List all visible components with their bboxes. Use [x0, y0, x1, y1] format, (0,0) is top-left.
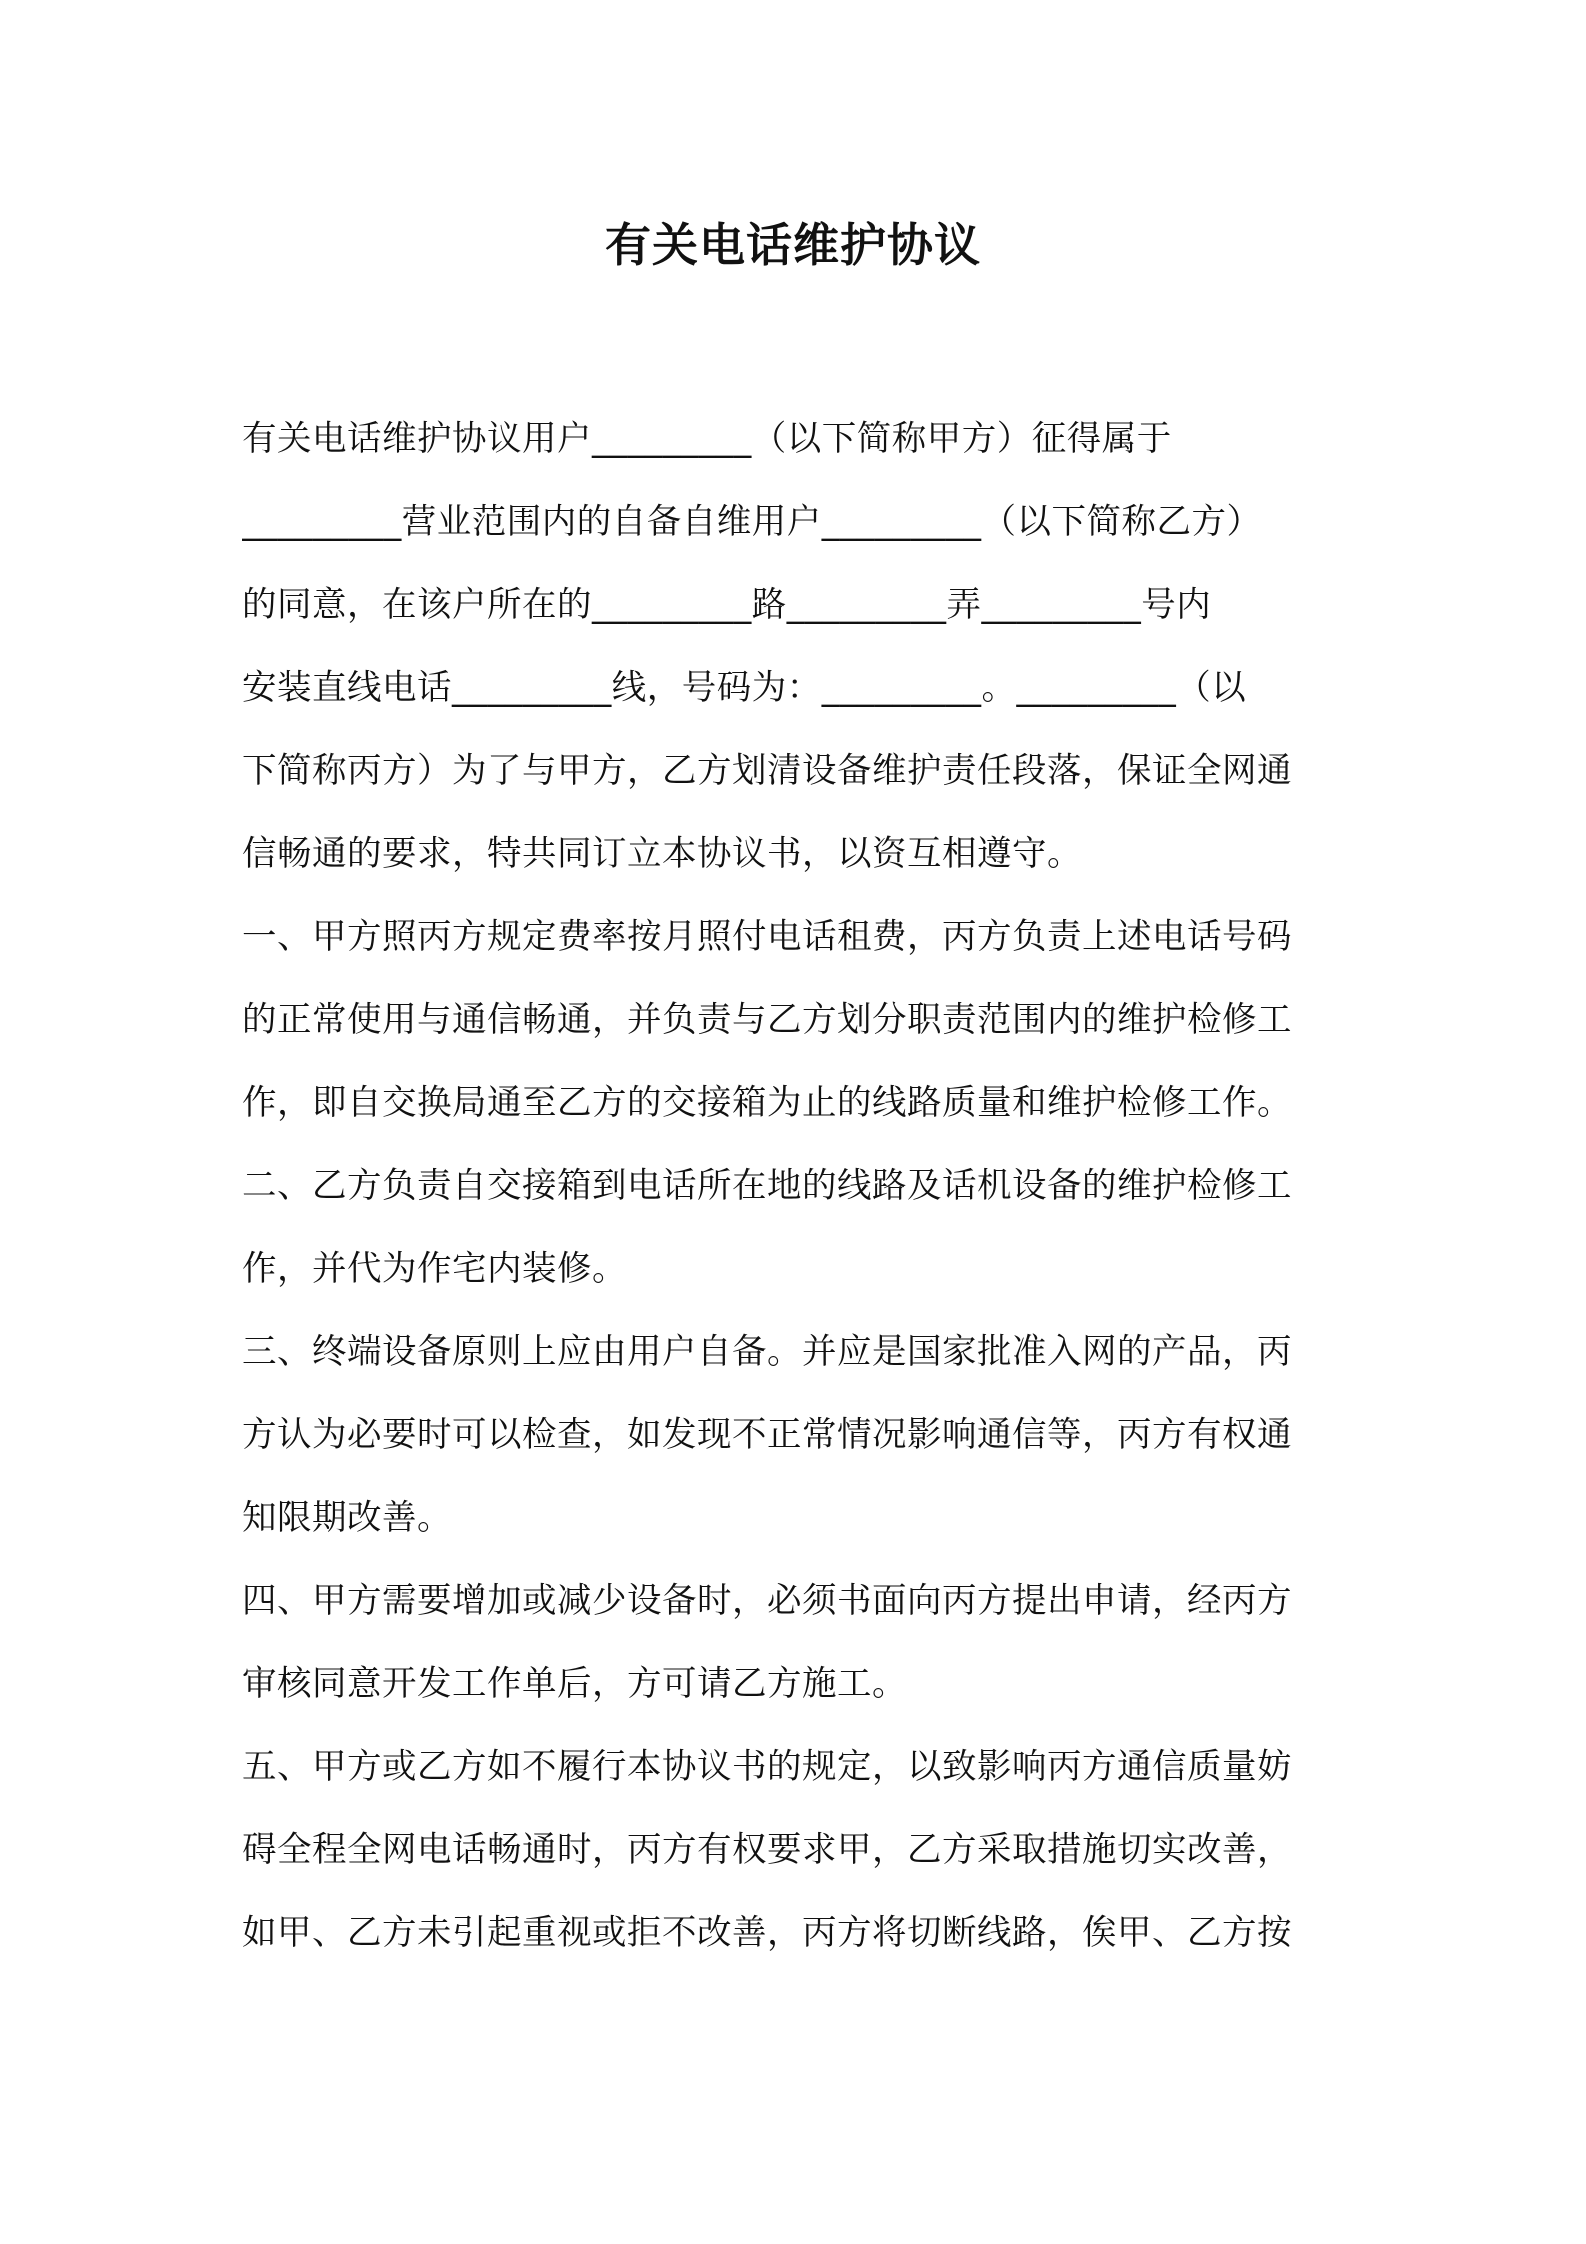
clause-one-line: 的正常使用与通信畅通，并负责与乙方划分职责范围内的维护检修工 [242, 1000, 1292, 1040]
clause-four-line: 四、甲方需要增加或减少设备时，必须书面向丙方提出申请，经丙方 [242, 1581, 1292, 1621]
clause-three-line: 知限期改善。 [242, 1498, 452, 1538]
clause-three-line: 三、终端设备原则上应由用户自备。并应是国家批准入网的产品，丙 [242, 1332, 1292, 1372]
clause-four-line: 审核同意开发工作单后，方可请乙方施工。 [242, 1664, 907, 1704]
body-line: 的同意，在该户所在的_________路_________弄_________号内 [242, 585, 1212, 625]
clause-two-line: 二、乙方负责自交接箱到电话所在地的线路及话机设备的维护检修工 [242, 1166, 1292, 1206]
clause-five-line: 碍全程全网电话畅通时，丙方有权要求甲，乙方采取措施切实改善， [242, 1830, 1292, 1870]
clause-five-line: 五、甲方或乙方如不履行本协议书的规定，以致影响丙方通信质量妨 [242, 1747, 1292, 1787]
body-line: _________营业范围内的自备自维用户_________（以下简称乙方） [242, 502, 1262, 542]
clause-three-line: 方认为必要时可以检查，如发现不正常情况影响通信等，丙方有权通 [242, 1415, 1292, 1455]
document-body [242, 398, 1362, 1975]
clause-one-line: 一、甲方照丙方规定费率按月照付电话租费，丙方负责上述电话号码 [242, 917, 1292, 957]
body-line: 有关电话维护协议用户_________（以下简称甲方）征得属于 [242, 419, 1172, 459]
body-line: 信畅通的要求，特共同订立本协议书，以资互相遵守。 [242, 834, 1082, 874]
document-title: 有关电话维护协议 [605, 218, 981, 272]
clause-two-line: 作，并代为作宅内装修。 [242, 1249, 627, 1289]
body-line: 下简称丙方）为了与甲方，乙方划清设备维护责任段落，保证全网通 [242, 751, 1292, 791]
clause-one-line: 作，即自交换局通至乙方的交接箱为止的线路质量和维护检修工作。 [242, 1083, 1292, 1123]
body-line: 安装直线电话_________线，号码为：_________。_________（以 [242, 668, 1247, 708]
clause-five-line: 如甲、乙方未引起重视或拒不改善，丙方将切断线路，俟甲、乙方按 [242, 1913, 1292, 1953]
